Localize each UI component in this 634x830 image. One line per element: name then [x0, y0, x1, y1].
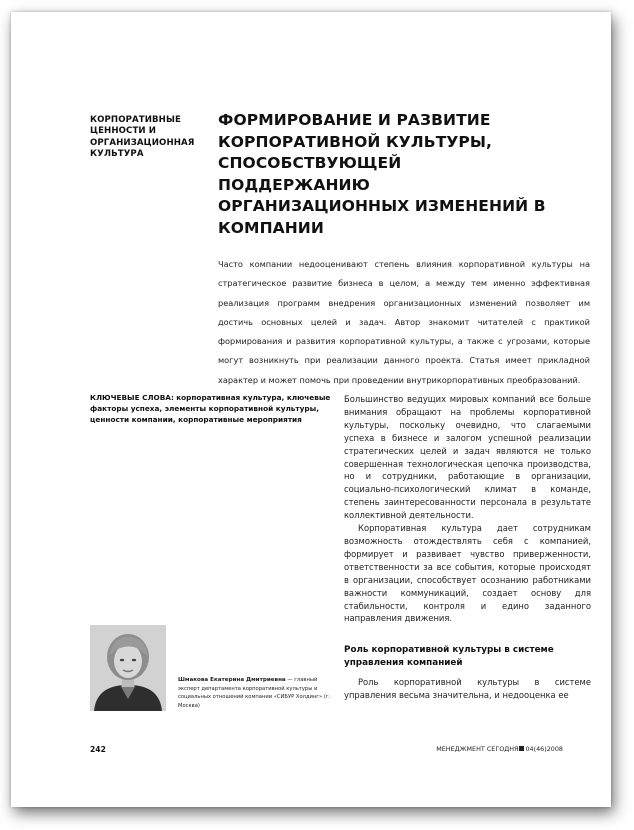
section-label: КОРПОРАТИВНЫЕ ЦЕННОСТИ И ОРГАНИЗАЦИОННАЯ КУЛЬТУРА [90, 115, 195, 160]
article-body [344, 393, 591, 702]
author-description: — главный эксперт департамента корпоративной культуры и социальных отношений компании «СИБУР Холдинг» (г. Москва) [178, 677, 331, 709]
square-bullet-icon [519, 746, 524, 751]
author-photo [90, 625, 166, 711]
body-paragraph: Корпоративная культура дает сотрудникам возможность отождествлять себя с компанией, формирует и развивает чувство приверженности, ответственности за все события, которые происходят в организации, способствует осознанию работниками важности коммуникаций, создает основу для стабильности, контроля и едино заданного направления движения. [344, 523, 591, 624]
author-portrait-icon [90, 625, 166, 711]
page-number: 242 [90, 745, 106, 754]
keywords-label: КЛЮЧЕВЫЕ СЛОВА: [90, 393, 174, 402]
section-heading: Роль корпоративной культуры в системе управления компанией [344, 645, 554, 669]
journal-name: МЕНЕДЖМЕНТ СЕГОДНЯ [436, 745, 519, 753]
body-paragraph: Большинство ведущих мировых компаний все больше внимания обращают на проблемы корпоративной культуры, поскольку очевидно, что слагаемыми успеха в бизнесе и залогом успешной реализации стратегических целей и задач являются не только совершенная технологическая цепочка производства, но и сотрудники, работающие в организации, социально-психологический климат в команде, степень заинтересованности персонала в результате коллективной деятельности. [344, 394, 591, 521]
article-abstract: Часто компании недооценивают степень влияния корпоративной культуры на стратегическое развитие бизнеса в целом, а между тем именно эффективная реализация программ внедрения организационных изменений позволяет им достичь основных целей и задач. Автор знакомит читателей с практикой формирования и развития корпоративной культуры, а также с угрозами, которые могут возникнуть при реализации данного проекта. Статья имеет прикладной характер и может помочь при проведении внутрикорпоративных преобразований. [218, 259, 590, 385]
body-paragraph: Роль корпоративной культуры в системе управления весьма значительна, и недооценка ее [344, 677, 591, 701]
author-info [178, 676, 338, 710]
article-title: ФОРМИРОВАНИЕ И РАЗВИТИЕ КОРПОРАТИВНОЙ КУЛЬТУРЫ, СПОСОБСТВУЮЩЕЙ ПОДДЕРЖАНИЮ ОРГАНИЗАЦИОННЫХ ИЗМЕНЕНИЙ В КОМПАНИИ [218, 111, 546, 237]
author-name: Шмакова Екатерина Дмитриевна [178, 677, 286, 683]
footer-journal [436, 745, 563, 753]
keywords-text: корпоративная культура, ключевые факторы успеха, элементы корпоративной культуры, ценности компании, корпоративные мероприятия [90, 393, 331, 424]
keywords-block [90, 392, 335, 425]
journal-issue: 04(46)2008 [525, 745, 563, 753]
magazine-page [11, 12, 611, 807]
